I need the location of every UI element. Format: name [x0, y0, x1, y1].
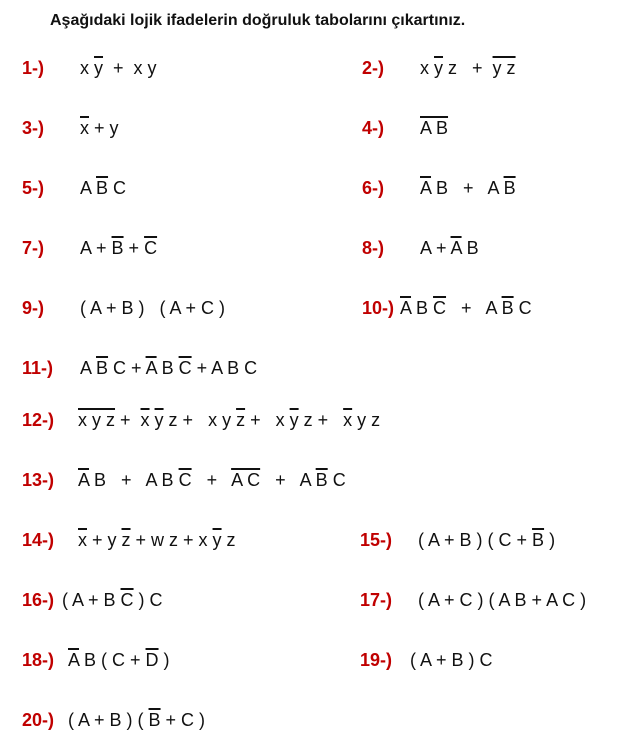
expression-term: z + [298, 410, 344, 430]
exercise-number: 11-) [22, 358, 54, 378]
boolean-expression [78, 410, 380, 431]
exercise-number: 7-) [22, 238, 44, 258]
complemented-term: $\overline{A}$ [450, 238, 462, 258]
expression-term: ( A + B ) C [410, 650, 493, 670]
complemented-term: $\overline{C}$ [178, 470, 192, 490]
expression-term: ( A + B ) ( C + [418, 530, 533, 550]
exercise-number: 9-) [22, 298, 44, 318]
complemented-term: $\overline{B}$ [532, 530, 545, 550]
complemented-term: $\overline{B}$ [96, 358, 109, 378]
complemented-term: $\overline{A}$ [78, 470, 90, 490]
boolean-expression [410, 650, 493, 671]
exercise-number: 8-) [362, 238, 384, 258]
complemented-term: $\overline{A}$ [420, 178, 432, 198]
complemented-term: $\overline{x}$ [78, 530, 87, 550]
expression-term: B ( C + [79, 650, 146, 670]
boolean-expression [80, 238, 157, 259]
boolean-expression [78, 530, 236, 551]
boolean-expression [418, 530, 555, 551]
expression-term: B [156, 358, 179, 378]
boolean-expression [80, 58, 157, 79]
expression-term: C + [108, 358, 146, 378]
expression-term: + w z + x [130, 530, 213, 550]
expression-term: ) C [133, 590, 163, 610]
exercise-number: 18-) [22, 650, 55, 670]
expression-term: C [108, 178, 127, 198]
complemented-term: $\overline{y}$ [94, 58, 104, 78]
expression-term: + A B C [191, 358, 258, 378]
exercise-number: 5-) [22, 178, 44, 198]
expression-term: z + [443, 58, 493, 78]
expression-term: ( A + B ) ( [68, 710, 149, 730]
complemented-term: $\overline{x}$ [343, 410, 353, 430]
exercise-number: 14-) [22, 530, 55, 550]
boolean-expression [78, 470, 346, 491]
expression-term: ( A + B ) ( A + C ) [80, 298, 226, 318]
complemented-term: y z [492, 58, 516, 78]
complemented-term: A C [231, 470, 261, 490]
expression-term: + y [89, 118, 119, 138]
boolean-expression [62, 590, 163, 611]
exercise-number: 10-) [362, 298, 395, 318]
boolean-expression [80, 178, 126, 199]
boolean-expression [80, 118, 119, 139]
exercise-number: 19-) [360, 650, 393, 670]
exercise-number: 3-) [22, 118, 44, 138]
expression-term: A + [420, 238, 451, 258]
exercise-number: 2-) [362, 58, 384, 78]
expression-term: + A [446, 298, 502, 318]
boolean-expression [420, 118, 448, 139]
expression-term: + x [245, 410, 290, 430]
complemented-term: x y z [78, 410, 116, 430]
expression-term: C [513, 298, 532, 318]
boolean-expression [418, 590, 586, 611]
complemented-term: $\overline{B}$ [503, 178, 516, 198]
expression-term: x [420, 58, 435, 78]
expression-term: A [80, 358, 97, 378]
complemented-term: A B [420, 118, 449, 138]
expression-term: A [80, 178, 97, 198]
boolean-expression [420, 238, 479, 259]
expression-term: x [80, 58, 95, 78]
complemented-term: $\overline{y}$ [289, 410, 299, 430]
exercise-number: 4-) [362, 118, 384, 138]
complemented-term: $\overline{B}$ [96, 178, 109, 198]
complemented-term: $\overline{z}$ [121, 530, 131, 550]
boolean-expression [68, 650, 170, 671]
expression-term: + x y [103, 58, 157, 78]
exercise-number: 12-) [22, 410, 55, 430]
expression-term: ) [158, 650, 170, 670]
complemented-term: $\overline{x}$ [140, 410, 150, 430]
boolean-expression [68, 710, 205, 731]
complemented-term: $\overline{C}$ [433, 298, 447, 318]
exercise-number: 20-) [22, 710, 55, 730]
boolean-expression [80, 298, 225, 319]
complemented-term: $\overline{A}$ [68, 650, 80, 670]
complemented-term: $\overline{y}$ [434, 58, 444, 78]
boolean-expression [420, 58, 516, 79]
page-title: Aşağıdaki lojik ifadelerin doğruluk tabolarını çıkartınız. [50, 12, 466, 29]
expression-term: A + [80, 238, 112, 258]
expression-term: z + x y [163, 410, 237, 430]
expression-term: B [411, 298, 434, 318]
expression-term: ( A + B [62, 590, 121, 610]
expression-term: C [327, 470, 346, 490]
boolean-expression [80, 358, 257, 379]
expression-term: + C ) [160, 710, 206, 730]
expression-term: + [123, 238, 145, 258]
expression-term: B + A B [89, 470, 179, 490]
expression-term: B [461, 238, 479, 258]
boolean-expression [420, 178, 516, 199]
expression-term: ) [544, 530, 556, 550]
complemented-term: $\overline{A}$ [400, 298, 412, 318]
complemented-term: $\overline{z}$ [236, 410, 246, 430]
exercise-number: 15-) [360, 530, 393, 550]
exercise-number: 6-) [362, 178, 384, 198]
exercise-number: 1-) [22, 58, 44, 78]
expression-term: + y [87, 530, 122, 550]
complemented-term: $\overline{B}$ [111, 238, 124, 258]
expression-term: B + A [431, 178, 504, 198]
expression-term: + [115, 410, 141, 430]
exercise-number: 17-) [360, 590, 393, 610]
boolean-expression [400, 298, 532, 319]
complemented-term: $\overline{B}$ [315, 470, 328, 490]
complemented-term: $\overline{C}$ [144, 238, 158, 258]
complemented-term: $\overline{y}$ [212, 530, 222, 550]
complemented-term: $\overline{B}$ [148, 710, 161, 730]
expression-term: y z [352, 410, 381, 430]
complemented-term: $\overline{C}$ [120, 590, 134, 610]
expression-term: + A [260, 470, 316, 490]
expression-term: ( A + C ) ( A B + A C ) [418, 590, 587, 610]
expression-term: + [191, 470, 232, 490]
complemented-term: $\overline{x}$ [80, 118, 89, 138]
exercise-number: 16-) [22, 590, 55, 610]
exercise-number: 13-) [22, 470, 55, 490]
complemented-term: $\overline{B}$ [501, 298, 514, 318]
complemented-term: $\overline{A}$ [145, 358, 157, 378]
complemented-term: $\overline{D}$ [145, 650, 159, 670]
expression-term: z [221, 530, 236, 550]
complemented-term: $\overline{y}$ [154, 410, 164, 430]
complemented-term: $\overline{C}$ [178, 358, 192, 378]
